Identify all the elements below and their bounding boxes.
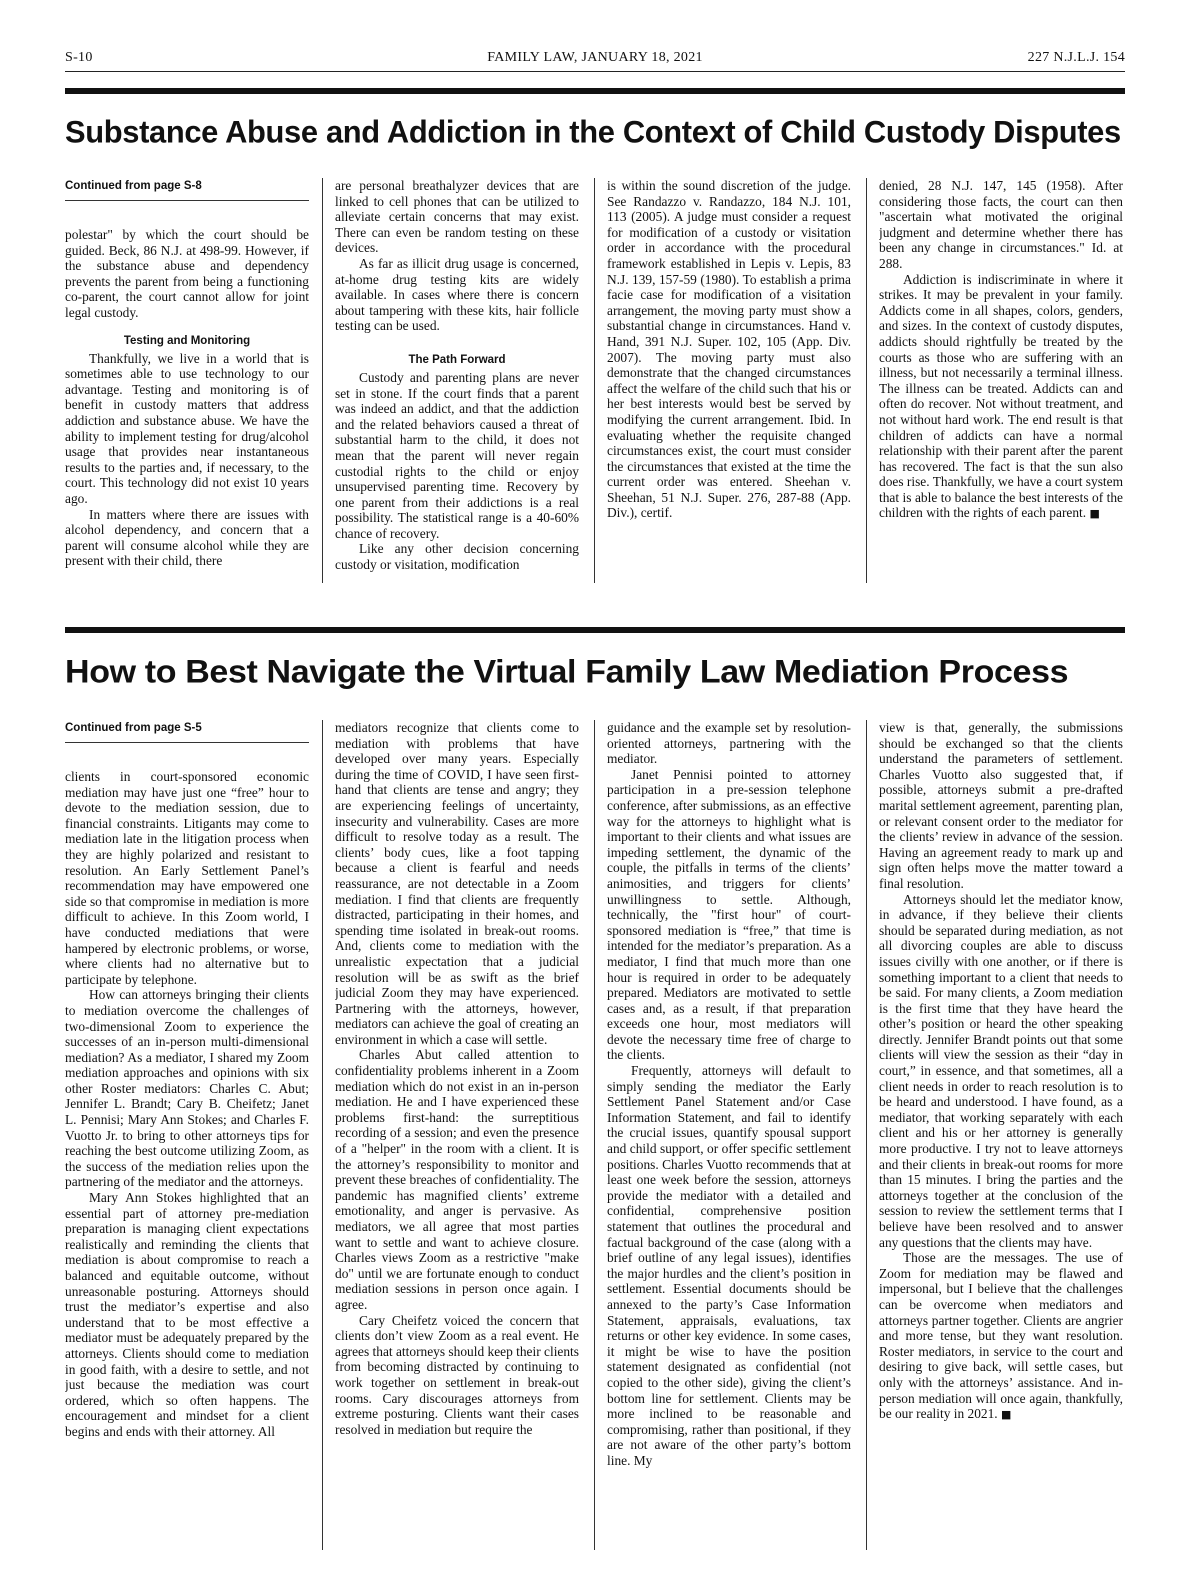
paragraph-text: polestar" by which the court should be guided. Beck, 86 N.J. at 498-99. However, if the substance abuse and dependency prevents the parent from being a functioning co-parent, the court cannot allow for joint legal custody. (65, 227, 309, 320)
column-divider (322, 720, 323, 1550)
end-of-article-mark: ■ (1089, 507, 1100, 521)
body-paragraph (879, 1250, 1123, 1423)
body-paragraph (65, 227, 309, 321)
body-paragraph (65, 351, 309, 507)
body-paragraph (335, 1047, 579, 1312)
body-paragraph (335, 370, 579, 542)
column-divider (594, 178, 595, 583)
article-column (879, 178, 1123, 583)
paragraph-text: Cary Cheifetz voiced the concern that clients don’t view Zoom as a real event. He agrees that attorneys should keep their clients from becoming distracted by continuing to work together on settlement in break-out rooms. Cary discourages attorneys from extreme posturing. Clients want their cases resolved in mediation but require the (335, 1312, 579, 1437)
body-paragraph (607, 178, 851, 521)
paragraph-text: Mary Ann Stokes highlighted that an essential part of attorney pre-mediation preparation is managing client expectations realistically and reminding the clients that mediation is about compromise to reach a balanced and equitable outcome, without unreasonable posturing. Attorneys should trust the mediator’s expertise and also understand that to be most effective a mediator must be adequately prepared by the attorneys. Clients should come to mediation in good faith, with a desire to settle, and not just because the mediation was court ordered, which so often happens. The encouragement and mindset for a client begins and ends with their attorney. All (65, 1190, 309, 1439)
paragraph-text: How can attorneys bringing their clients to mediation overcome the challenges of two-dimensional Zoom to experience the successes of an in-person multi-dimensional mediation? As a mediator, I shared my Zoom mediation approaches and opinions with six other Roster mediators: Charles C. Abut; Jennifer L. Brandt; Cary B. Cheifetz; Janet L. Pennisi; Mary Ann Stokes; and Charles F. Vuotto Jr. to bring to other attorneys tips for reaching the best outcome utilizing Zoom, as the success of the mediation relies upon the partnering of the mediator and the attorneys. (65, 987, 309, 1190)
body-paragraph (879, 178, 1123, 272)
paragraph-text: clients in court-sponsored economic mediation may have just one “free” hour to devote to the mediation session, due to financial constraints. Litigants may come to mediation late in the litigation process when they are highly polarized and resistant to resolution. An Early Settlement Panel’s recommendation may have empowered one side so that compromise in mediation is more difficult to achieve. In this Zoom world, I have conducted mediations that were hampered by electronic problems, or worse, where clients had no alternative but to participate by telephone. (65, 769, 309, 987)
continued-from-label: Continued from page S-8 (65, 178, 309, 201)
body-paragraph (65, 507, 309, 569)
paragraph-text: is within the sound discretion of the judge. See Randazzo v. Randazzo, 184 N.J. 101, 113 (2005). A judge must consider a request for modification of a custody or visitation order in accordance with the procedural framework established in Lepis v. Lepis, 83 N.J. 139, 157-59 (1980). To establish a prima facie case for modification of a visitation arrangement, the moving party must show a substantial change in circumstances. Hand v. Hand, 391 N.J. Super. 102, 105 (App. Div. 2007). The moving party must also demonstrate that the changed circumstances affect the welfare of the child such that his or her best interests would best be served by modifying the current arrangement. Ibid. In evaluating whether the requisite changed circumstances exist, the court must consider the circumstances that existed at the time the current order was entered. Sheehan v. Sheehan, 51 N.J. Super. 276, 287-88 (App. Div.), certif. (607, 178, 851, 521)
body-paragraph (879, 892, 1123, 1251)
paragraph-text: Addiction is indiscriminate in where it strikes. It may be prevalent in your family. Addicts come in all shapes, colors, genders, and sizes. In the context of custody disputes, addicts should rightfully be treated by the courts as those who are suffering with an illness, but not necessarily a terminal illness. The illness can be treated. Addicts can and often do recover. Not without treatment, and not without hard work. The end result is that children of addicts can have a normal relationship with their parent after the parent has recovered. The fact is that the sun also does rise. Thankfully, we have a court system that is able to balance the best interests of the children with the rights of each parent. (879, 271, 1123, 521)
paragraph-text: Charles Abut called attention to confidentiality problems inherent in a Zoom mediation which do not exist in an in-person mediation. He and I have experienced these problems first-hand: the surreptitious recording of a session; and even the presence of a "helper" in the room with a client. It is the attorney’s responsibility to monitor and prevent these breaches of confidentiality. The pandemic has magnified clients’ extreme emotionality, and anger is pervasive. As mediators, we all agree that most parties want to settle and want to achieve closure. Charles views Zoom as a restrictive "make do" until we are fortunate enough to conduct mediation sessions in person once again. I agree. (335, 1047, 579, 1312)
paragraph-text: denied, 28 N.J. 147, 145 (1958). After considering those facts, the court can then "ascertain what motivated the original judgment and determine whether there has been any change in circumstances." Id. at 288. (879, 178, 1123, 271)
paragraph-text: view is that, generally, the submissions should be exchanged so that the clients understand the parameters of settlement. Charles Vuotto also suggested that, if possible, attorneys submit a pre-drafted marital settlement agreement, parenting plan, or relevant consent order to the mediator for the clients’ review in advance of the session. Having an agreement ready to mark up and sign often helps move the matter toward a final resolution. (879, 720, 1123, 891)
column-divider (866, 178, 867, 583)
paragraph-text: Frequently, attorneys will default to simply sending the mediator the Early Settlement Panel Statement and/or Case Information Statement, and fail to identify the crucial issues, quantify spousal support and child support, or offer specific settlement positions. Charles Vuotto recommends that at least one week before the session, attorneys provide the mediator with a detailed and confidential, comprehensive position statement that outlines the procedural and factual background of the case (along with a brief outline of any legal issues), identifies the major hurdles and the client’s position in settlement. Essential documents should be annexed to the party’s Case Information Statement, appraisals, evaluations, tax returns or other key evidence. In some cases, it might be wise to have the position statement designated as confidential (not copied to the other side), giving the client’s bottom line for settlement. Clients may be more inclined to be reasonable and compromising, rather than positional, if they are not aware of the other party’s bottom line. My (607, 1063, 851, 1468)
article-top-rule (65, 88, 1125, 94)
paragraph-text: guidance and the example set by resolution-oriented attorneys, partnering with the mediator. (607, 720, 851, 767)
end-of-article-mark: ■ (1001, 1408, 1012, 1422)
article-column (607, 178, 851, 583)
article-headline: Substance Abuse and Addiction in the Context of Child Custody Disputes (65, 113, 1121, 150)
body-paragraph (879, 720, 1123, 892)
body-paragraph (607, 1063, 851, 1468)
body-paragraph (335, 541, 579, 572)
article-column (879, 720, 1123, 1550)
body-paragraph (335, 178, 579, 256)
section-subhead: Testing and Monitoring (123, 334, 251, 347)
publication-date-label: FAMILY LAW, JANUARY 18, 2021 (487, 50, 703, 65)
paragraph-text: are personal breathalyzer devices that are linked to cell phones that can be utilized to alleviate certain concerns that may exist. There can even be random testing on these devices. (335, 178, 579, 256)
body-paragraph (335, 256, 579, 334)
paragraph-text: Thankfully, we live in a world that is sometimes able to use technology to our advantage. Testing and monitoring is of benefit in custody matters that address addiction and substance abuse. We have the ability to implement testing for drug/alcohol usage that provides near instantaneous results to the parties and, if necessary, to the court. This technology did not exist 10 years ago. (65, 350, 309, 506)
paragraph-text: In matters where there are issues with alcohol dependency, and concern that a parent will consume alcohol while they are present with their child, there (65, 506, 309, 569)
paragraph-text: Custody and parenting plans are never set in stone. If the court finds that a parent was indeed an addict, and that the addiction and the related behaviors caused a threat of substantial harm to the child, it does not mean that the parent will never regain custodial rights to the child or enjoy unsupervised parenting time. Recovery by one parent from their addictions is a real possibility. The statistical range is a 40-60% chance of recovery. (335, 369, 579, 541)
body-paragraph (65, 1190, 309, 1440)
body-paragraph (65, 769, 309, 987)
article-column (65, 720, 309, 1550)
body-paragraph (335, 720, 579, 1047)
body-paragraph (335, 1313, 579, 1438)
article-body (65, 178, 1125, 583)
article-headline: How to Best Navigate the Virtual Family Law Mediation Process (65, 653, 1069, 691)
journal-citation: 227 N.J.L.J. 154 (1027, 50, 1125, 65)
column-divider (322, 178, 323, 583)
continued-from-label: Continued from page S-5 (65, 720, 309, 743)
paragraph-text: mediators recognize that clients come to mediation with problems that have developed over many years. Especially during the time of COVID, I have seen first-hand that clients are tense and angry; they are experiencing feelings of uncertainty, insecurity and vulnerability. Cases are more difficult to resolve today as a result. The clients’ body cues, like a foot tapping because a client is fearful and needs reassurance, are not detectable in a Zoom mediation. I find that clients are frequently distracted, participating in their homes, and spending time isolated in break-out rooms. And, clients come to mediation with the unrealistic expectation that a judicial resolution will be as swift as the brief judicial Zoom they may have experienced. Partnering with the attorneys, however, mediators can achieve the goal of creating an environment in which a case will settle. (335, 720, 579, 1047)
article-column (607, 720, 851, 1550)
paragraph-text: Janet Pennisi pointed to attorney participation in a pre-session telephone conference, after submissions, as an effective way for the attorneys to highlight what is important to their clients and what issues are impeding settlement, the dynamic of the couple, the pitfalls in terms of the clients’ animosities, and triggers for clients’ unwillingness to settle. Although, technically, the "first hour" of court-sponsored mediation is “free,” that time is intended for the mediator’s preparation. As a mediator, I find that much more than one hour is required in order to be adequately prepared. Mediators are motivated to settle cases and, as a result, if that preparation exceeds one hour, most mediators will devote the necessary time free of charge to the clients. (607, 766, 851, 1063)
body-paragraph (879, 272, 1123, 523)
article-body (65, 720, 1125, 1550)
paragraph-text: Attorneys should let the mediator know, in advance, if they believe their clients should be separated during mediation, as not all divorcing couples are able to discuss issues civilly with one another, or if there is something important to a client that needs to be said. For many clients, a Zoom mediation is the first time that they have heard the other’s position or heard the other speaking directly. Jennifer Brandt points out that some clients will view the session as their “day in court,” in essence, and that sometimes, all a client needs in order to reach resolution is to be heard and understood. I have found, as a mediator, that working separately with each client and his or her attorney is generally more productive. I try not to leave attorneys and their clients in break-out rooms for more than 15 minutes. I bring the parties and the attorneys together at the conclusion of the session to review the settlement terms that I believe have been resolved and to answer any questions that the clients may have. (879, 891, 1123, 1250)
article-column (335, 720, 579, 1550)
body-paragraph (65, 987, 309, 1190)
section-subhead: The Path Forward (408, 353, 506, 366)
column-divider (594, 720, 595, 1550)
article-column (65, 178, 309, 583)
paragraph-text: Those are the messages. The use of Zoom for mediation may be flawed and impersonal, but I believe that the challenges can be overcome when mediators and attorneys partner together. Clients are angrier and more tense, but they want resolution. Roster mediators, in service to the court and desiring to give back, will settle cases, but only with the attorneys’ assistance. And in-person mediation will once again, thankfully, be our reality in 2021. (879, 1250, 1123, 1422)
paragraph-text: Like any other decision concerning custody or visitation, modification (335, 541, 579, 573)
article-column (335, 178, 579, 583)
running-head (65, 50, 1125, 72)
running-head-rule (65, 71, 1125, 72)
article-top-rule (65, 627, 1125, 633)
body-paragraph (607, 767, 851, 1063)
body-paragraph (607, 720, 851, 767)
page-number: S-10 (65, 50, 93, 65)
column-divider (866, 720, 867, 1550)
paragraph-text: As far as illicit drug usage is concerned, at-home drug testing kits are widely available. In cases where there is concern about tampering with these kits, hair follicle testing can be used. (335, 255, 579, 334)
